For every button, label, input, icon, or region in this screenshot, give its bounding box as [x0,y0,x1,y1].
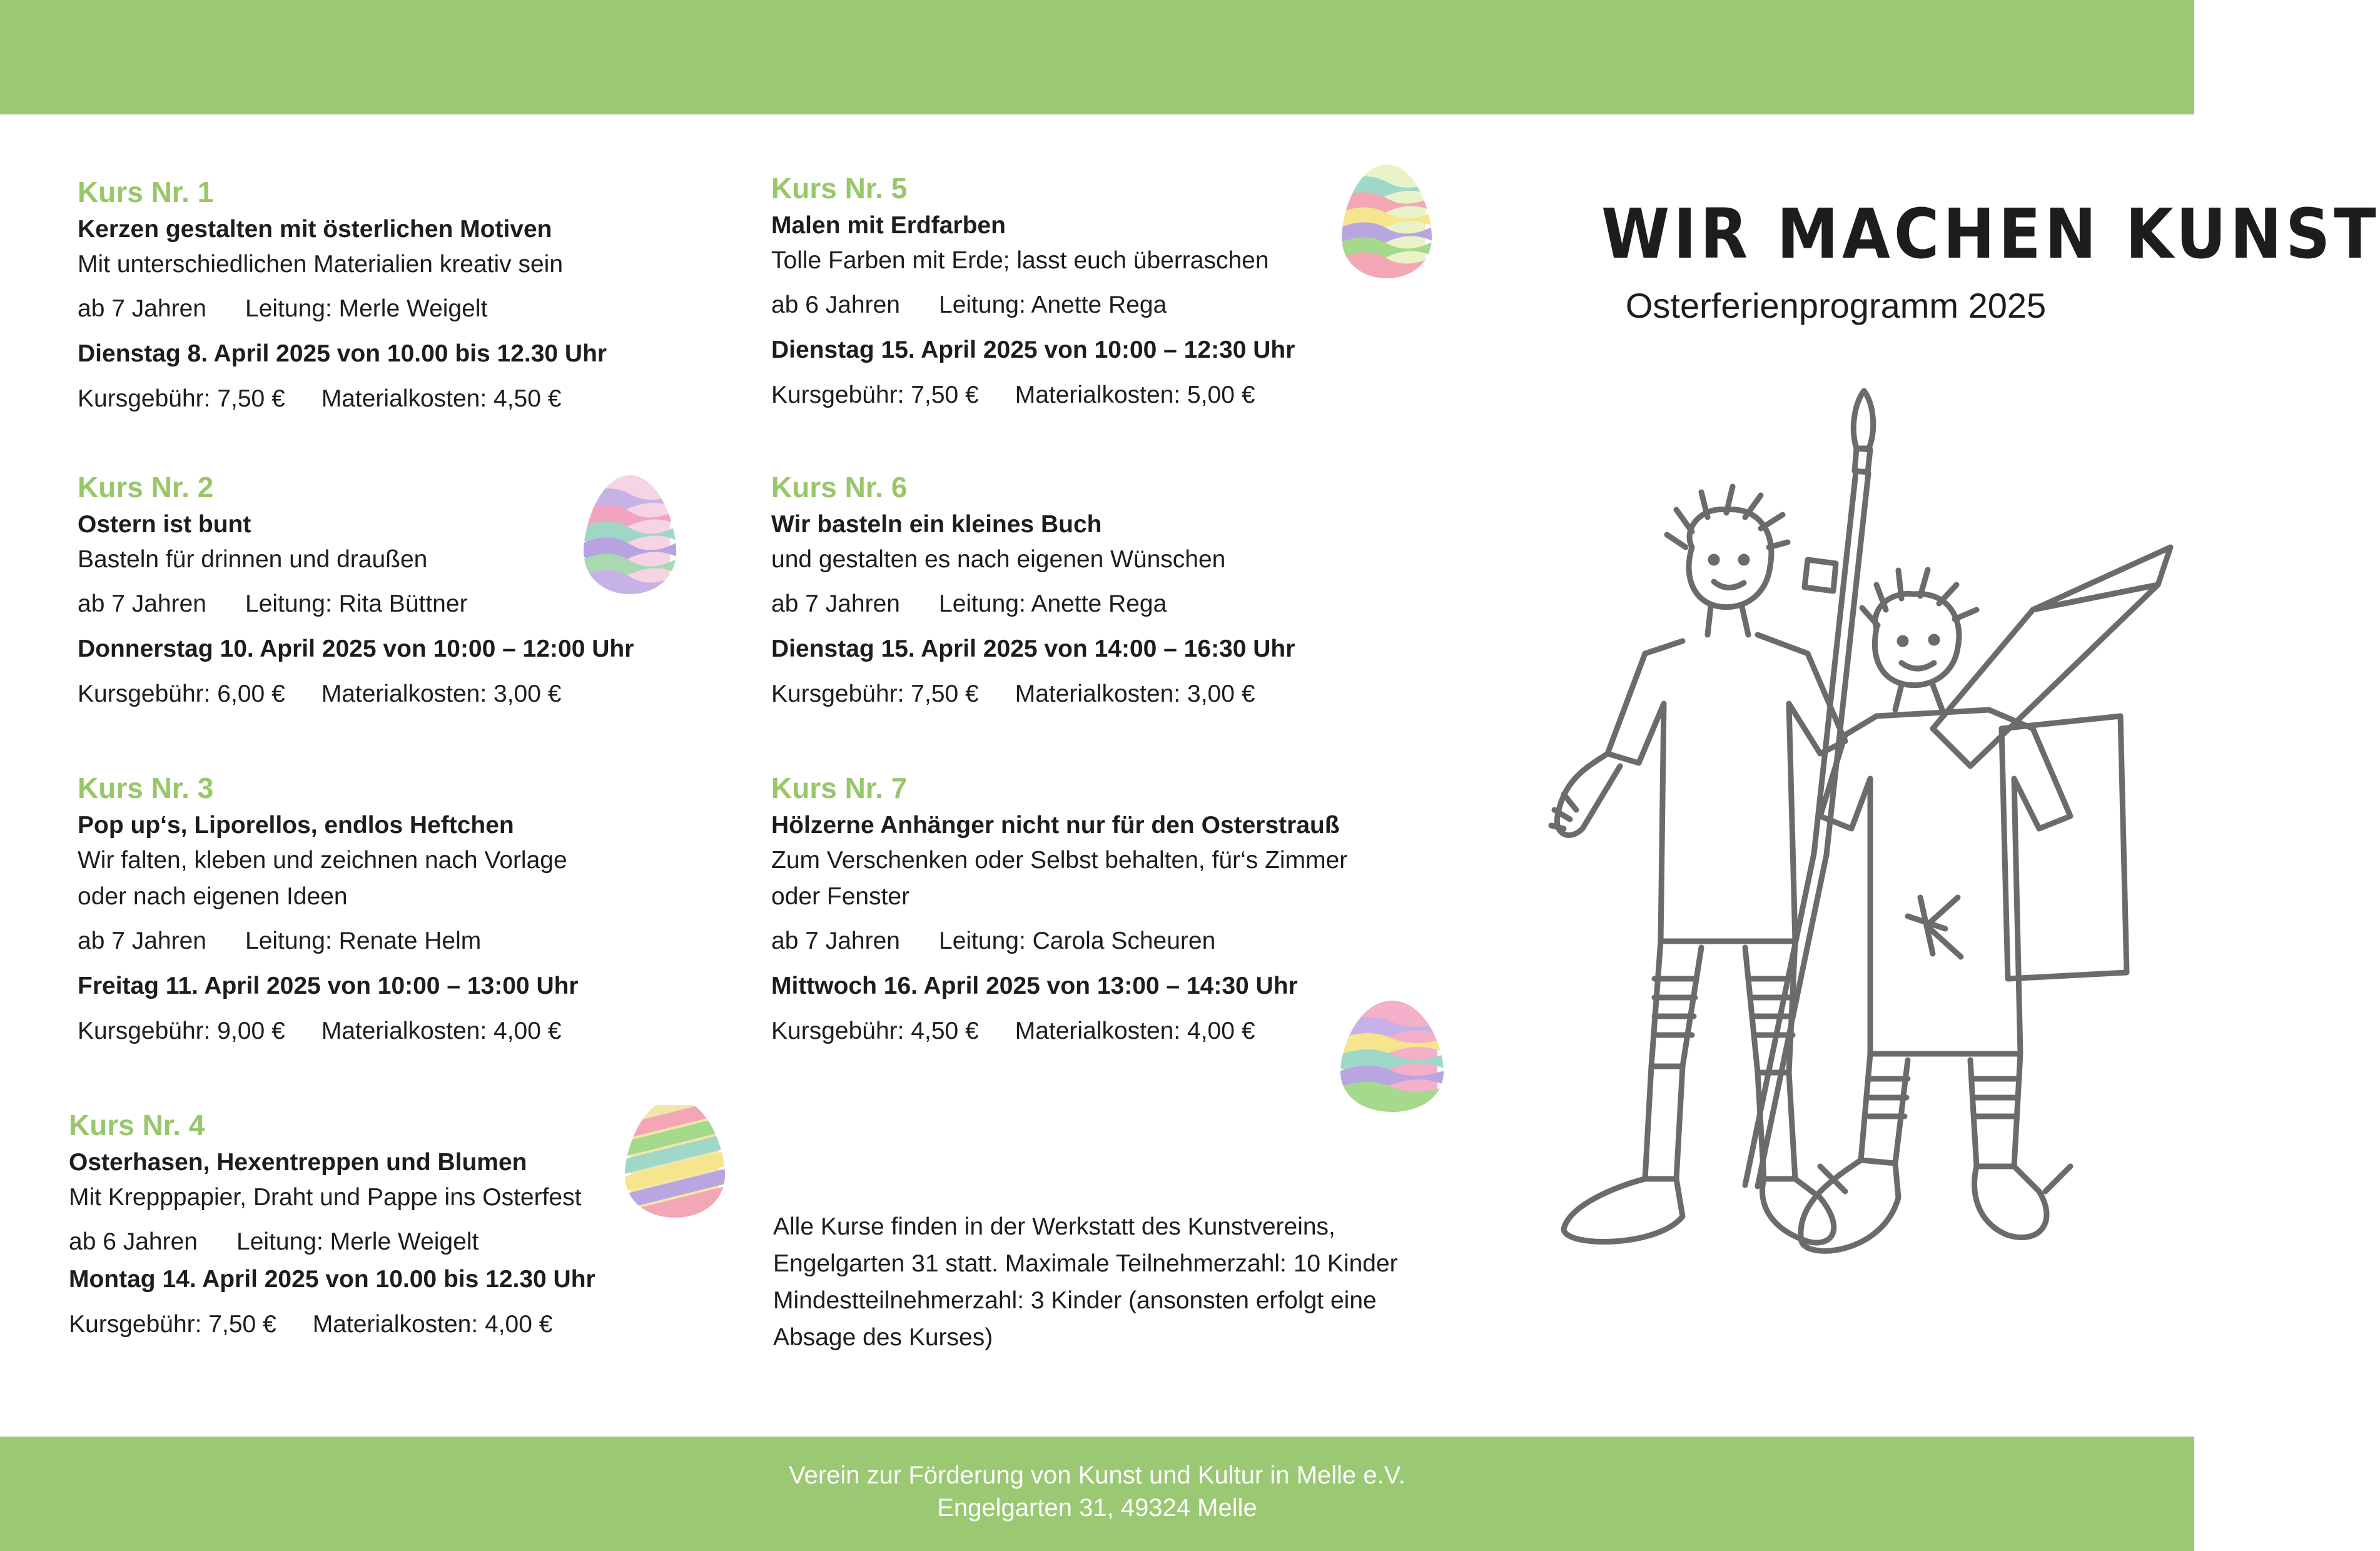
course-5 [771,172,1397,414]
course-name: Hölzerne Anhänger nicht nur für den Osterstrauß [771,812,1340,839]
course-6 [771,471,1397,713]
course-leader: Leitung: Renate Helm [245,927,482,954]
course-leader: Leitung: Merle Weigelt [245,295,488,322]
course-meta [78,585,703,623]
course-1 [78,176,703,418]
course-name: Osterhasen, Hexentreppen und Blumen [69,1149,527,1176]
course-number: Kurs Nr. 2 [78,471,214,503]
course-age: ab 7 Jahren [771,927,900,954]
course-material: Materialkosten: 3,00 € [1015,680,1255,707]
info-text [773,1208,1461,1356]
info-line: Alle Kurse finden in der Werkstatt des Kunstvereins, [773,1213,1335,1240]
course-leader: Leitung: Rita Büttner [245,590,468,617]
easter-egg-icon [590,475,670,589]
course-description: Basteln für drinnen und draußen [78,546,428,573]
info-line: Absage des Kurses) [773,1324,993,1351]
course-age: ab 7 Jahren [78,590,206,617]
course-fees [78,1013,703,1050]
course-description: Wir falten, kleben und zeichnen nach Vorlage [78,847,567,874]
course-meta [771,286,1397,324]
brand-block [1601,194,2380,328]
course-material: Materialkosten: 4,50 € [321,385,562,412]
course-description: Tolle Farben mit Erde; lasst euch überraschen [771,247,1269,274]
easter-egg-icon [1347,1001,1437,1106]
course-description: Mit unterschiedlichen Materialien kreativ sein [78,251,564,278]
course-fee: Kursgebühr: 7,50 € [78,385,285,412]
course-meta [771,922,1397,960]
info-line: Mindestteilnehmerzahl: 3 Kinder (ansonsten erfolgt eine [773,1287,1377,1314]
course-3 [78,772,703,1050]
course-date: Dienstag 15. April 2025 von 14:00 – 16:30 Uhr [771,635,1295,662]
course-number: Kurs Nr. 7 [771,772,908,804]
course-4 [69,1109,694,1343]
course-7 [771,772,1397,1050]
course-leader: Leitung: Merle Weigelt [236,1228,479,1255]
course-name: Kerzen gestalten mit österlichen Motiven [78,216,552,243]
course-date: Montag 14. April 2025 von 10.00 bis 12.30 Uhr [69,1266,595,1293]
info-line: Engelgarten 31 statt. Maximale Teilnehmerzahl: 10 Kinder [773,1250,1398,1277]
course-leader: Leitung: Anette Rega [939,590,1167,617]
course-age: ab 7 Jahren [771,590,900,617]
course-name: Pop up‘s, Liporellos, endlos Heftchen [78,812,514,839]
course-date: Freitag 11. April 2025 von 10:00 – 13:00 Uhr [78,973,579,999]
easter-egg-icon [631,1105,719,1211]
course-age: ab 7 Jahren [78,927,206,954]
brand-title: WIR MACHEN KUNST [1601,194,2380,274]
course-date: Mittwoch 16. April 2025 von 13:00 – 14:30 Uhr [771,973,1298,999]
course-description: oder Fenster [771,883,910,910]
course-description: und gestalten es nach eigenen Wünschen [771,546,1226,573]
course-fees [78,675,703,713]
course-fee: Kursgebühr: 7,50 € [69,1311,276,1338]
course-number: Kurs Nr. 3 [78,772,214,804]
course-name: Malen mit Erdfarben [771,212,1006,239]
course-age: ab 6 Jahren [771,291,900,318]
course-leader: Leitung: Carola Scheuren [939,927,1216,954]
course-fees [771,1013,1397,1050]
course-name: Ostern ist bunt [78,511,251,538]
course-description: Mit Krepppapier, Draht und Pappe ins Osterfest [69,1184,582,1211]
footer [0,1459,2194,1524]
top-green-band [0,0,2194,114]
course-age: ab 6 Jahren [69,1228,198,1255]
course-fee: Kursgebühr: 7,50 € [771,680,979,707]
footer-line-2: Engelgarten 31, 49324 Melle [937,1494,1257,1522]
course-date: Donnerstag 10. April 2025 von 10:00 – 12:00 Uhr [78,635,634,662]
course-leader: Leitung: Anette Rega [939,291,1167,318]
course-age: ab 7 Jahren [78,295,206,322]
course-fees [771,675,1397,713]
course-fee: Kursgebühr: 4,50 € [771,1018,979,1044]
course-material: Materialkosten: 4,00 € [1015,1018,1255,1044]
course-meta [78,922,703,960]
course-number: Kurs Nr. 4 [69,1109,205,1141]
course-material: Materialkosten: 4,00 € [321,1018,562,1044]
course-fee: Kursgebühr: 6,00 € [78,680,285,707]
course-meta [69,1223,694,1261]
course-fees [78,380,703,418]
course-meta [771,585,1397,623]
footer-line-1: Verein zur Förderung von Kunst und Kultur in Melle e.V. [789,1462,1405,1489]
course-number: Kurs Nr. 1 [78,176,214,208]
course-description: Zum Verschenken oder Selbst behalten, für‘s Zimmer [771,847,1348,874]
course-name: Wir basteln ein kleines Buch [771,511,1102,538]
easter-egg-icon [1348,164,1425,275]
course-fee: Kursgebühr: 9,00 € [78,1018,285,1044]
course-fees [771,376,1397,414]
course-date: Dienstag 8. April 2025 von 10.00 bis 12.30 Uhr [78,340,607,367]
course-meta [78,290,703,328]
kids-illustration [1495,378,2189,1285]
course-fees [69,1306,694,1343]
course-material: Materialkosten: 4,00 € [312,1311,553,1338]
course-number: Kurs Nr. 6 [771,471,908,503]
course-fee: Kursgebühr: 7,50 € [771,381,979,408]
brand-subtitle: Osterferienprogramm 2025 [1625,286,2047,325]
course-material: Materialkosten: 3,00 € [321,680,562,707]
course-material: Materialkosten: 5,00 € [1015,381,1255,408]
course-number: Kurs Nr. 5 [771,172,908,205]
course-date: Dienstag 15. April 2025 von 10:00 – 12:30 Uhr [771,336,1295,363]
course-description: oder nach eigenen Ideen [78,883,348,910]
